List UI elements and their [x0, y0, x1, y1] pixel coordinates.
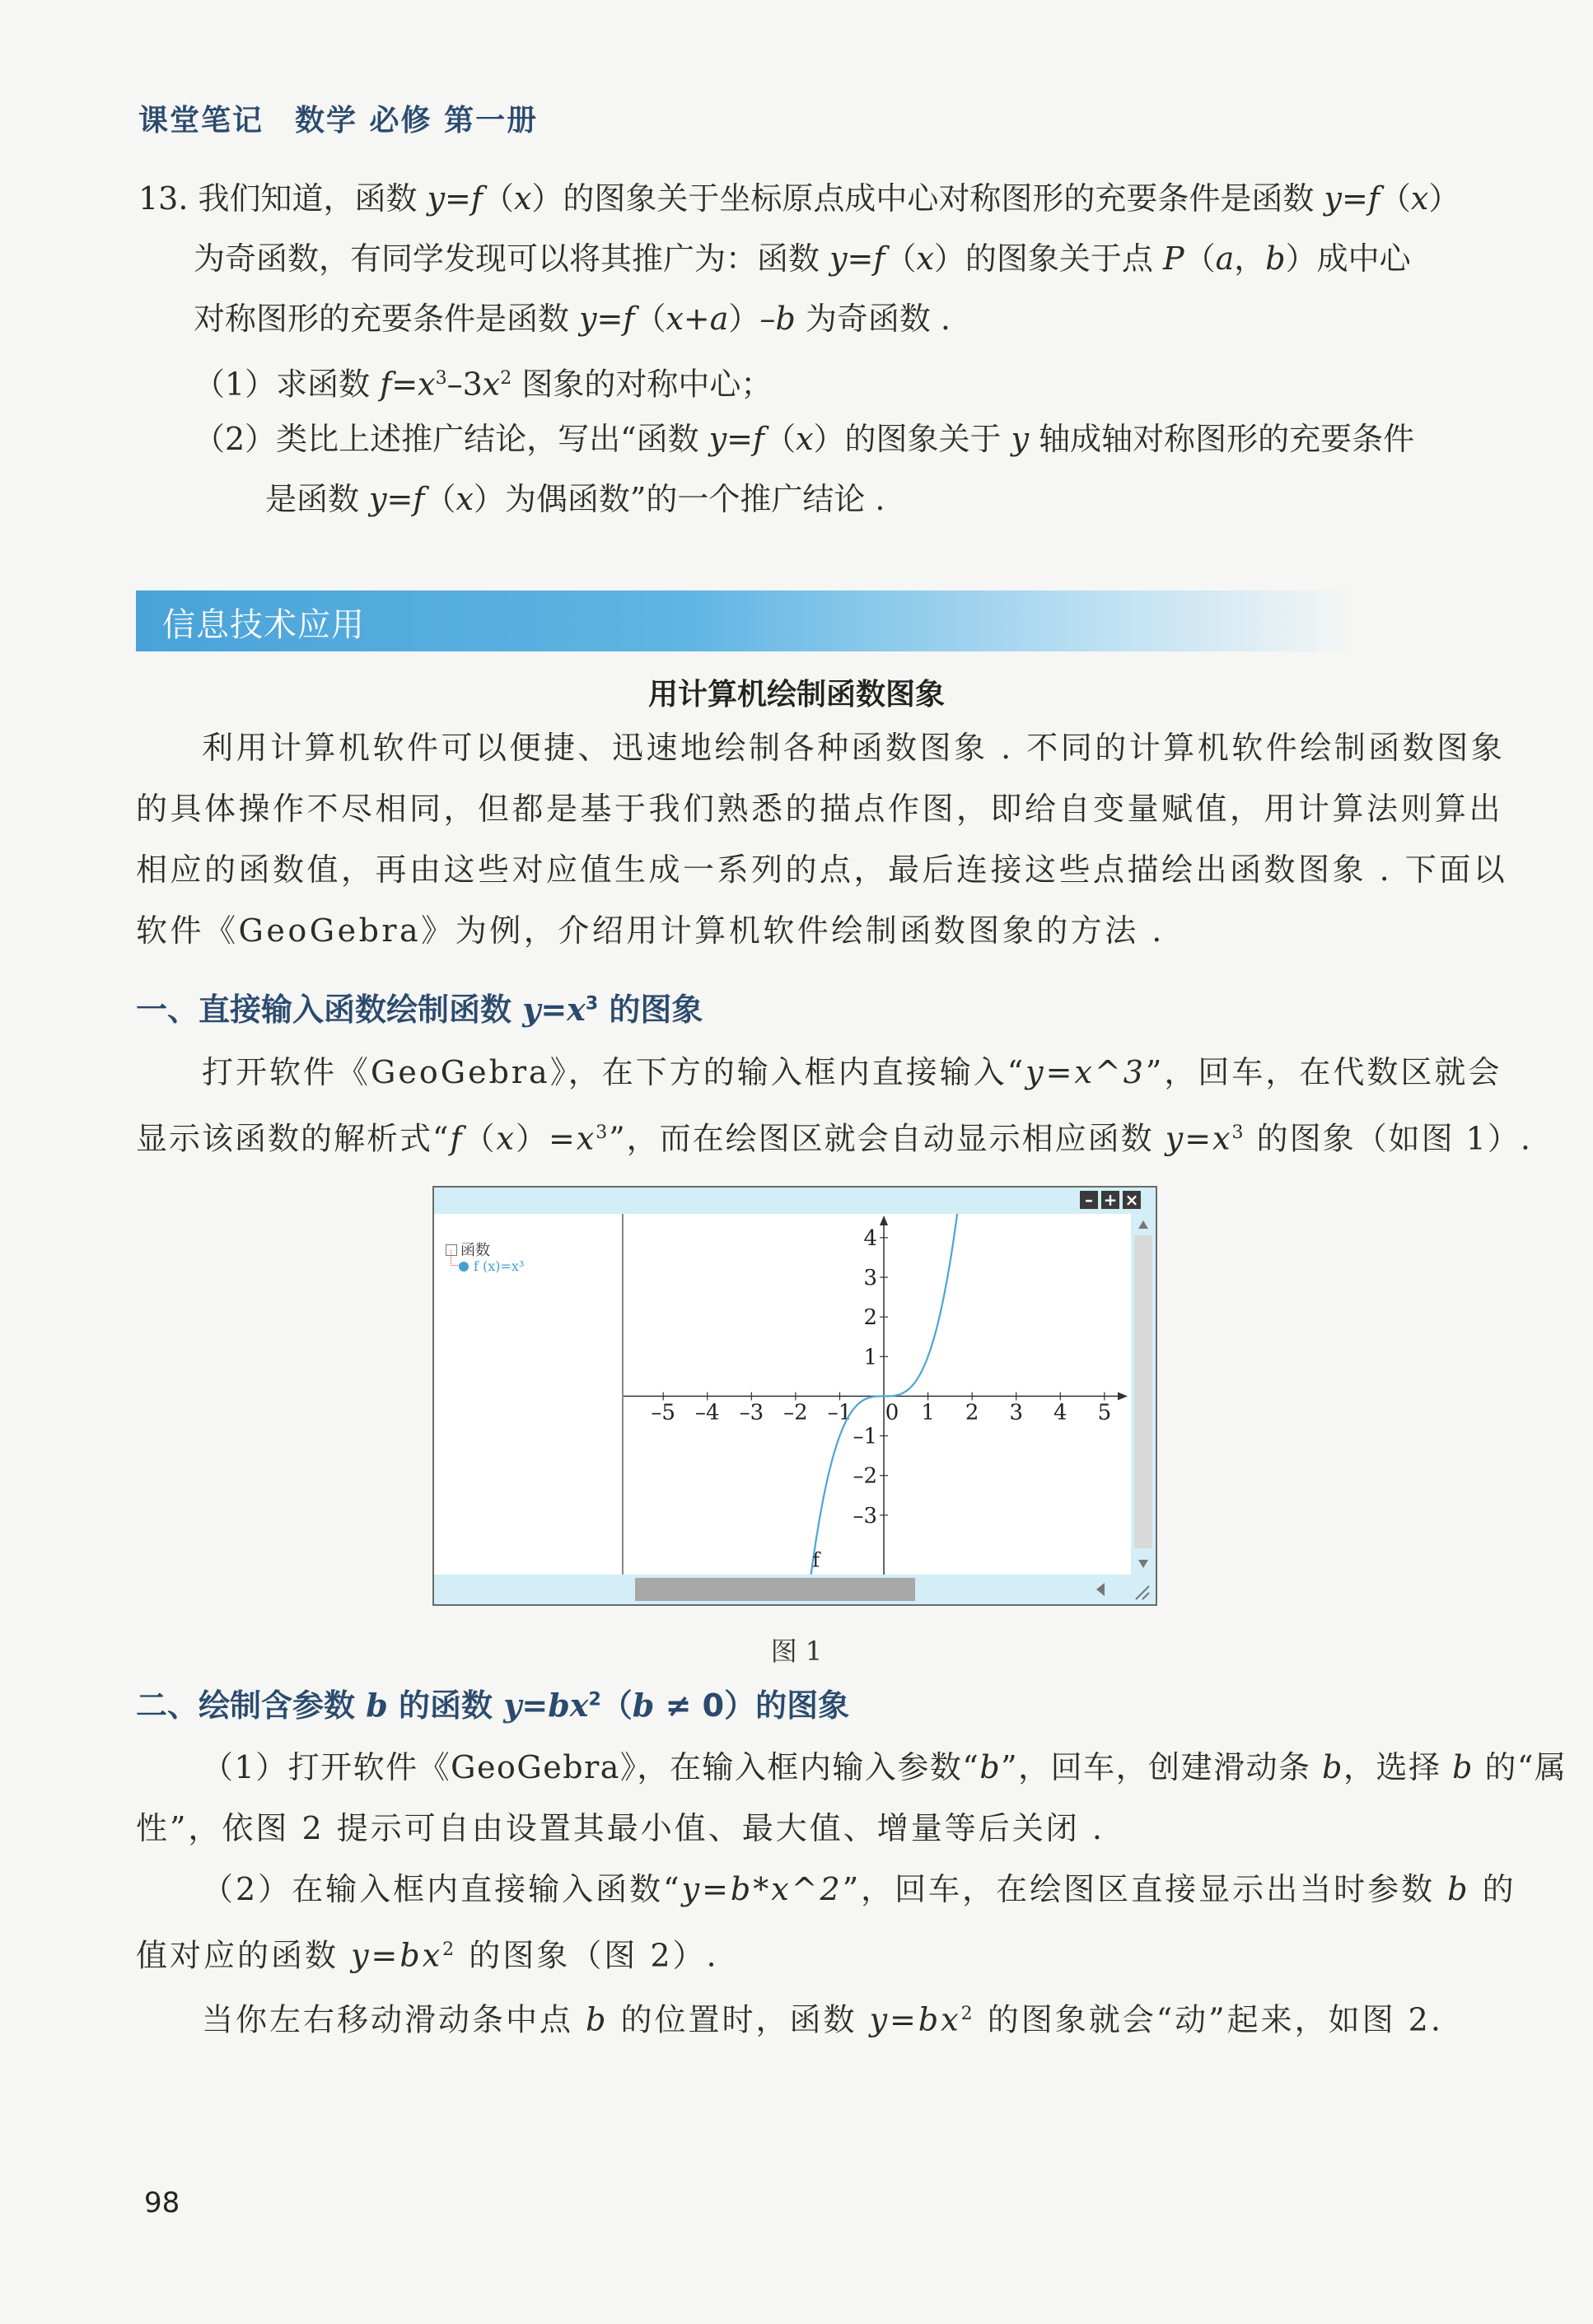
- x-tick-label: –4: [695, 1400, 720, 1426]
- y-tick-label: 1: [863, 1345, 878, 1370]
- para3-line1: （2）在输入框内直接输入函数“y=b*x^2”，回车，在绘图区直接显示出当时参数 b 的: [202, 1871, 1516, 1907]
- info-tech-banner: [136, 590, 1355, 651]
- vertical-scroll-thumb[interactable]: [1134, 1235, 1152, 1548]
- problem13-sub2-line2: 是函数 y=f（x）为偶函数”的一个推广结论 .: [265, 481, 885, 517]
- x-tick-label: –1: [827, 1400, 853, 1426]
- para3-line2: 值对应的函数 $y=bx^2$ 的图象（图 2）.: [136, 1937, 719, 1974]
- y-tick-label: 3: [863, 1266, 878, 1291]
- intro-line-2: 的具体操作不尽相同，但都是基于我们熟悉的描点作图，即给自变量赋值，用计算法则算出: [136, 791, 1504, 827]
- x-tick-label: 1: [921, 1400, 935, 1426]
- y-tick-label: –1: [853, 1424, 878, 1449]
- close-button[interactable]: ×: [1123, 1191, 1141, 1209]
- geogebra-window: [432, 1186, 1157, 1606]
- graphics-view[interactable]: [624, 1214, 1131, 1575]
- visibility-dot-icon[interactable]: [459, 1262, 469, 1272]
- window-titlebar: [434, 1188, 1156, 1214]
- x-tick-label: –5: [651, 1400, 675, 1426]
- section-title: 用计算机绘制函数图象: [647, 678, 945, 712]
- para2-line2: 性”，依图 2 提示可自由设置其最小值、最大值、增量等后关闭 .: [136, 1810, 1105, 1846]
- intro-line-1: 利用计算机软件可以便捷、迅速地绘制各种函数图象 . 不同的计算机软件绘制函数图象: [202, 730, 1506, 766]
- problem13-line2: 为奇函数，有同学发现可以将其推广为：函数 y=f（x）的图象关于点 P（a，b）成中心: [194, 240, 1411, 277]
- y-tick-label: –2: [853, 1463, 878, 1489]
- vertical-scrollbar[interactable]: [1131, 1214, 1156, 1575]
- scroll-down-icon[interactable]: [1138, 1560, 1148, 1568]
- resize-grip-icon[interactable]: [1136, 1586, 1149, 1599]
- curve-label-f: f: [812, 1548, 820, 1572]
- para1-line1: 打开软件《GeoGebra》，在下方的输入框内直接输入“y=x^3”，回车，在代数区就会: [202, 1054, 1502, 1090]
- page-number: 98: [144, 2186, 180, 2219]
- x-tick-label: 5: [1097, 1400, 1112, 1426]
- maximize-button[interactable]: +: [1101, 1191, 1119, 1209]
- x-tick-label: 2: [965, 1400, 979, 1426]
- figure1-caption: 图 1: [770, 1636, 823, 1667]
- minimize-button[interactable]: –: [1080, 1191, 1098, 1209]
- y-tick-label: –3: [853, 1503, 878, 1528]
- x-tick-label: 4: [1053, 1400, 1067, 1426]
- x-tick-label: –3: [739, 1400, 764, 1426]
- x-tick-label: 0: [885, 1400, 899, 1426]
- y-axis-arrow: [880, 1216, 888, 1225]
- y-tick-label: 2: [863, 1305, 878, 1331]
- para1-line2: 显示该函数的解析式“$f(x)=x^3$”，而在绘图区就会自动显示相应函数 $y=x^3$ 的图象（如图 1）.: [136, 1120, 1532, 1157]
- x-tick-label: 3: [1009, 1400, 1024, 1426]
- banner-title: 信息技术应用: [162, 606, 365, 644]
- intro-line-3: 相应的函数值，再由这些对应值生成一系列的点，最后连接这些点描绘出函数图象 . 下面以: [136, 852, 1508, 888]
- page-header: 课堂笔记 数学 必修 第一册: [138, 104, 539, 138]
- problem13-sub2-line1: （2）类比上述推广结论，写出“函数 y=f（x）的图象关于 y 轴成轴对称图形的充要条件: [194, 421, 1415, 457]
- algebra-item-f[interactable]: f (x)=x³: [459, 1258, 524, 1274]
- problem13-line1: 13. 我们知道，函数 y=f（x）的图象关于坐标原点成中心对称图形的充要条件是函数 y=f（x）: [138, 180, 1460, 217]
- x-tick-label: –2: [783, 1400, 808, 1426]
- algebra-group-header[interactable]: 函数: [446, 1239, 490, 1260]
- para4: 当你左右移动滑动条中点 b 的位置时，函数 $y=bx^2$ 的图象就会“动”起来，如图 2.: [202, 2001, 1443, 2038]
- function-plot: [624, 1214, 1131, 1575]
- x-axis-arrow: [1118, 1392, 1128, 1400]
- heading-two: 二、绘制含参数 b 的函数 $y=bx^2(b \ne 0)$的图象: [136, 1687, 850, 1724]
- y-tick-label: 4: [863, 1225, 878, 1251]
- scroll-up-icon[interactable]: [1138, 1220, 1148, 1229]
- problem13-line3: 对称图形的充要条件是函数 y=f（x+a）–b 为奇函数 .: [194, 301, 951, 337]
- horizontal-scrollbar[interactable]: [434, 1575, 1156, 1604]
- intro-line-4: 软件《GeoGebra》为例，介绍用计算机软件绘制函数图象的方法 .: [136, 912, 1165, 949]
- para2-line1: （1）打开软件《GeoGebra》，在输入框内输入参数“b”，回车，创建滑动条 b，选择 b 的“属: [202, 1749, 1567, 1785]
- problem13-sub1: （1）求函数 $f=x^3-3x^2$ 图象的对称中心；: [194, 366, 773, 403]
- heading-one: 一、直接输入函数绘制函数 $y=x^3$ 的图象: [136, 991, 703, 1028]
- scroll-right-icon[interactable]: [1096, 1583, 1105, 1596]
- algebra-view: [434, 1214, 624, 1575]
